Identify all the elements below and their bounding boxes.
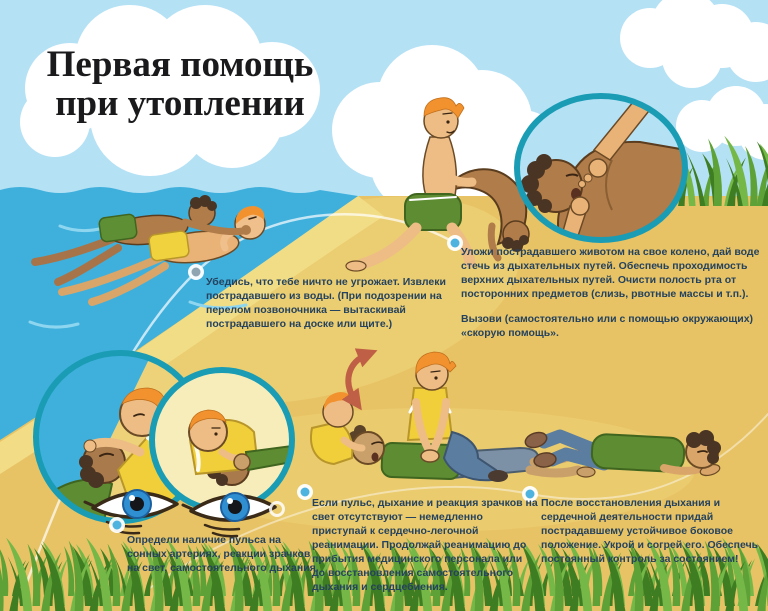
step-1-text: Убедись, что тебе ничто не угрожает. Извлеки пострадавшего из воды. (При подозрении на перелом позвоночника — вытаскивай пострадавшего на доске или щите.) (206, 276, 446, 330)
step-2-paragraph-1: Уложи пострадавшего животом на свое колено, дай воде стечь из дыхательных путей. Обеспечь проходимость верхних дыхательных путей. Очисти полость рта от посторонних предметов (слизь, рвотные массы и т.п.). (461, 246, 760, 300)
poster-title-line2: при утоплении (55, 82, 305, 124)
step-5-text: После восстановления дыхания и сердечной деятельности придай пострадавшему устойчивое боковое положение. Укрой и согрей его. Обеспечь постоянный контроль за состоянием! (541, 497, 759, 565)
breath-check-inset (152, 370, 292, 510)
step-marker-4 (297, 484, 313, 500)
step-2-text (461, 246, 763, 352)
step-3-text: Определи наличие пульса на сонных артериях, реакции зрачков на свет, самостоятельного дыхания. (127, 534, 319, 574)
step-4-text: Если пульс, дыхание и реакция зрачков на свет отсутствуют — немедленно приступай к сердечно-легочной реанимации. Продолжай реанимацию до прибытия медицинского персонала или до восстановления самостоятельного дыхания и сердцебиения. (312, 497, 538, 593)
step-2-paragraph-2: Вызови (самостоятельно или с помощью окружающих) «скорую помощь». (461, 312, 754, 339)
step-marker-1 (188, 264, 204, 280)
step-marker-3 (109, 517, 125, 533)
mouth-clearing-inset (517, 96, 687, 242)
poster-title (34, 46, 326, 124)
poster-title-line1: Первая помощь (46, 44, 314, 85)
